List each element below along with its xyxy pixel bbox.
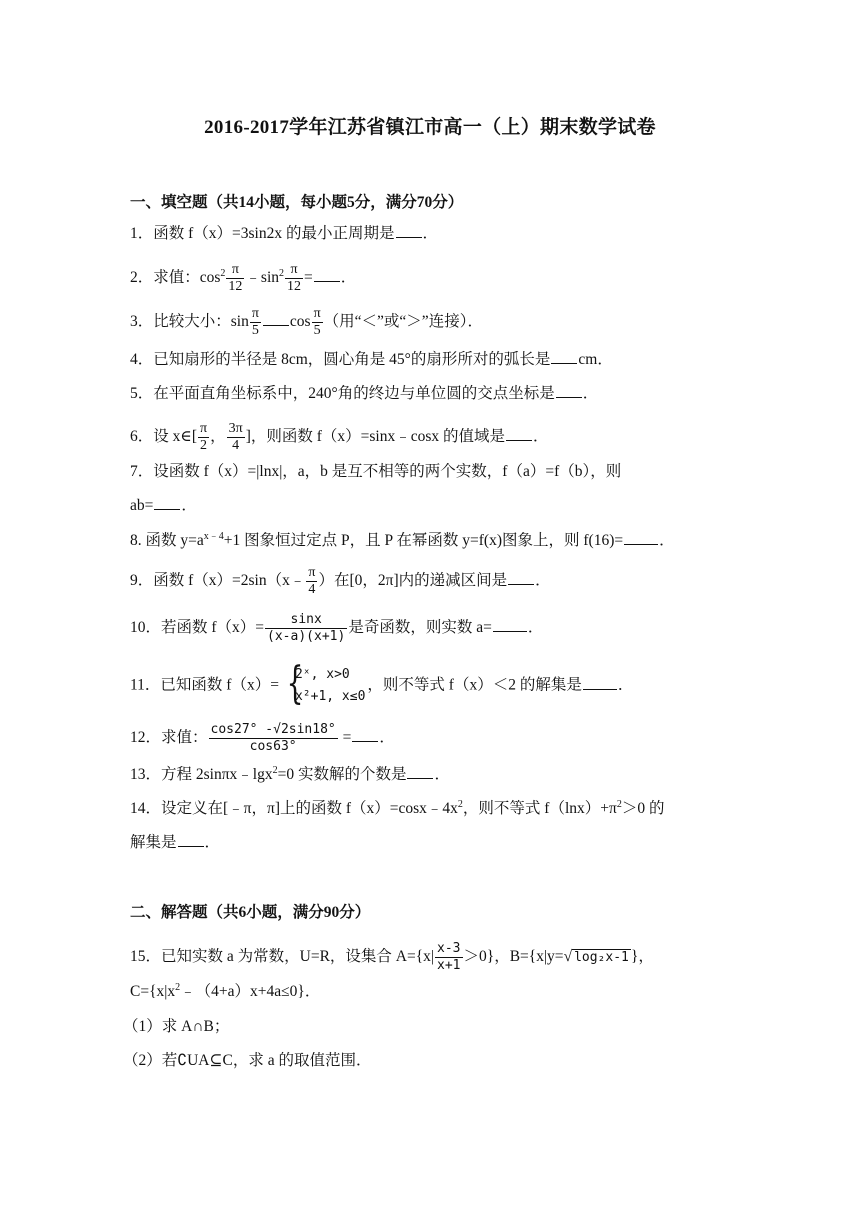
frac-numerator: x-3 <box>437 941 461 956</box>
answer-blank <box>493 617 527 632</box>
q13-text-b: =0 实数解的个数是 <box>277 766 407 783</box>
q6-comma: ， <box>210 428 226 446</box>
question-15-line-2 <box>130 981 320 1003</box>
question-14-line-1 <box>130 798 664 820</box>
answer-blank <box>556 383 582 398</box>
q3-text: 3．比较大小：sin <box>130 313 249 331</box>
frac-denominator: (x-a)(x+1) <box>267 629 346 644</box>
q9-text: 9．函数 f（x）=2sin（x﹣ <box>130 572 306 590</box>
q5-end: ． <box>582 385 599 402</box>
q12-text: 12．求值： <box>130 729 208 747</box>
fraction-pi-2 <box>198 421 209 454</box>
answer-blank <box>396 223 422 238</box>
frac-denominator: 2 <box>200 438 208 453</box>
section-fill-in-heading: 一、填空题（共14小题，每小题5分，满分70分） <box>130 194 464 211</box>
q9-text-b: ）在[0，2π]内的递减区间是 <box>318 572 508 590</box>
q6-text-b: ]，则函数 f（x）=sinx﹣cosx 的值域是 <box>245 428 506 446</box>
q3-cos: cos <box>289 313 311 331</box>
fraction-pi-4 <box>306 565 317 598</box>
q2-square-2: 2 <box>279 267 285 279</box>
fraction-pi-5 <box>250 306 261 339</box>
question-9 <box>130 565 551 598</box>
q13-end: ． <box>434 766 450 783</box>
q14-text-b: ，则不等式 f（lnx）+π <box>462 800 617 817</box>
piece-case-1: 2ˣ, x>0 <box>294 667 350 682</box>
q3-end: （用“＜”或“＞”连接）． <box>323 313 483 331</box>
frac-numerator: π <box>308 565 316 580</box>
q8-end: ． <box>659 532 675 549</box>
question-15-line-1 <box>130 941 654 974</box>
q15-text-b: ＞0}，B={x|y= <box>463 948 564 966</box>
answer-blank <box>314 267 340 282</box>
q6-text: 6．设 x∈[ <box>130 428 198 446</box>
fraction-3pi-4 <box>227 421 245 454</box>
q15-square: 2 <box>175 981 181 993</box>
q2-end: ． <box>340 269 357 287</box>
piece-case-2: x²+1, x≤0 <box>294 689 366 704</box>
fraction-pi-5-b <box>312 306 323 339</box>
q14-text: 14．设定义在[﹣π，π]上的函数 f（x）=cosx﹣4x <box>130 800 458 817</box>
question-3 <box>130 306 483 339</box>
q15-text: 15．已知实数 a 为常数，U=R，设集合 A={x| <box>130 948 435 966</box>
q11-text: 11．已知函数 f（x）= <box>130 676 279 694</box>
q12-end: ． <box>379 729 395 747</box>
question-7-line-2 <box>130 495 197 517</box>
frac-numerator: π <box>285 262 303 279</box>
answer-blank <box>508 570 534 585</box>
q15-set-c: C={x|x <box>130 983 176 1000</box>
question-7-line-1: 7．设函数 f（x）=|lnx|，a，b 是互不相等的两个实数，f（a）=f（b），则 <box>130 463 622 480</box>
answer-blank <box>624 530 658 545</box>
question-4 <box>130 349 613 371</box>
question-2 <box>130 262 356 295</box>
question-8 <box>130 530 675 552</box>
q10-text-b: 是奇函数，则实数 a= <box>348 619 492 637</box>
frac-numerator: π <box>226 262 244 279</box>
question-10 <box>130 612 543 645</box>
question-15-part-1: （1）求 A∩B； <box>123 1018 230 1035</box>
q11-text-b: ，则不等式 f（x）＜2 的解集是 <box>367 676 582 694</box>
frac-numerator: π <box>251 306 259 321</box>
answer-blank <box>551 349 577 364</box>
q4-text: 4．已知扇形的半径是 8cm，圆心角是 45°的扇形所对的弧长是 <box>130 351 551 368</box>
answer-blank <box>352 727 378 742</box>
question-12 <box>130 722 395 755</box>
q12-eq: = <box>342 729 352 747</box>
q14-text-c: ＞0 的 <box>621 800 665 817</box>
frac-denominator: 5 <box>251 323 259 338</box>
q14-square: 2 <box>457 798 463 810</box>
q14-solution: 解集是 <box>130 834 177 851</box>
section-solve-heading: 二、解答题（共6小题，满分90分） <box>130 904 371 921</box>
answer-blank <box>154 495 180 510</box>
q15-text-c: }， <box>630 948 654 966</box>
q7-ab: ab= <box>130 497 154 514</box>
q11-end: ． <box>617 676 634 694</box>
answer-blank <box>263 311 289 326</box>
fraction-pi-12-b <box>285 262 303 295</box>
frac-denominator: 4 <box>232 438 240 453</box>
fraction-sinx <box>265 612 347 645</box>
question-14-line-2 <box>130 832 220 854</box>
q14-end: ． <box>204 834 221 851</box>
frac-numerator: π <box>313 306 321 321</box>
radicand: log₂x-1 <box>574 950 629 966</box>
q2-minus-sin: ﹣sin <box>245 269 280 287</box>
piecewise-function <box>281 658 366 709</box>
page-title: 2016-2017学年江苏省镇江市高一（上）期末数学试卷 <box>204 117 656 138</box>
q14-square-2: 2 <box>616 798 622 810</box>
frac-denominator: 12 <box>287 279 302 294</box>
q9-end: ． <box>535 572 551 590</box>
brace-icon: { <box>286 658 304 709</box>
q10-text: 10．若函数 f（x）= <box>130 619 265 637</box>
question-13 <box>130 764 450 786</box>
answer-blank <box>407 764 433 779</box>
fraction-cos <box>209 722 338 755</box>
fraction-pi-12 <box>226 262 244 295</box>
question-1 <box>130 223 438 245</box>
q5-text: 5．在平面直角坐标系中，240°角的终边与单位圆的交点坐标是 <box>130 385 555 402</box>
frac-numerator: sinx <box>265 612 347 629</box>
answer-blank <box>506 426 532 441</box>
answer-blank <box>178 832 204 847</box>
q10-end: ． <box>527 619 544 637</box>
q8-text: 8. 函数 y=a <box>130 532 204 549</box>
q13-text: 13．方程 2sinπx﹣lgx <box>130 766 273 783</box>
fraction-x3-x1 <box>435 941 462 974</box>
q2-eq: = <box>304 269 313 287</box>
q8-exponent: x﹣4 <box>203 530 224 542</box>
q4-end: cm． <box>578 351 613 368</box>
question-15-part-2: （2）若∁UA⊆C，求 a 的取值范围． <box>123 1052 372 1069</box>
q7-end: ． <box>181 497 197 514</box>
q8-text-b: +1 图象恒过定点 P，且 P 在幂函数 y=f(x)图象上，则 f(16)= <box>223 532 624 549</box>
frac-denominator: cos63° <box>249 739 297 754</box>
question-5 <box>130 383 598 405</box>
question-11 <box>130 658 634 709</box>
answer-blank <box>583 675 617 690</box>
sqrt-log: √ log₂x-1 <box>563 948 629 966</box>
frac-denominator: 12 <box>228 279 243 294</box>
frac-numerator: π <box>200 421 208 436</box>
q1-end: ． <box>422 225 439 242</box>
frac-denominator: x+1 <box>437 958 461 973</box>
frac-denominator: 4 <box>308 582 316 597</box>
q2-text: 2．求值：cos <box>130 269 221 287</box>
frac-numerator: 3π <box>228 421 243 436</box>
q6-end: ． <box>533 428 549 446</box>
frac-numerator: cos27° -√2sin18° <box>210 722 336 737</box>
q1-text: 1．函数 f（x）=3sin2x 的最小正周期是 <box>130 225 395 242</box>
question-6 <box>130 421 549 454</box>
q13-square: 2 <box>272 764 278 776</box>
q15-set-c-end: ﹣（4+a）x+4a≤0}． <box>180 983 321 1000</box>
q2-square-1: 2 <box>220 267 226 279</box>
frac-denominator: 5 <box>313 323 321 338</box>
